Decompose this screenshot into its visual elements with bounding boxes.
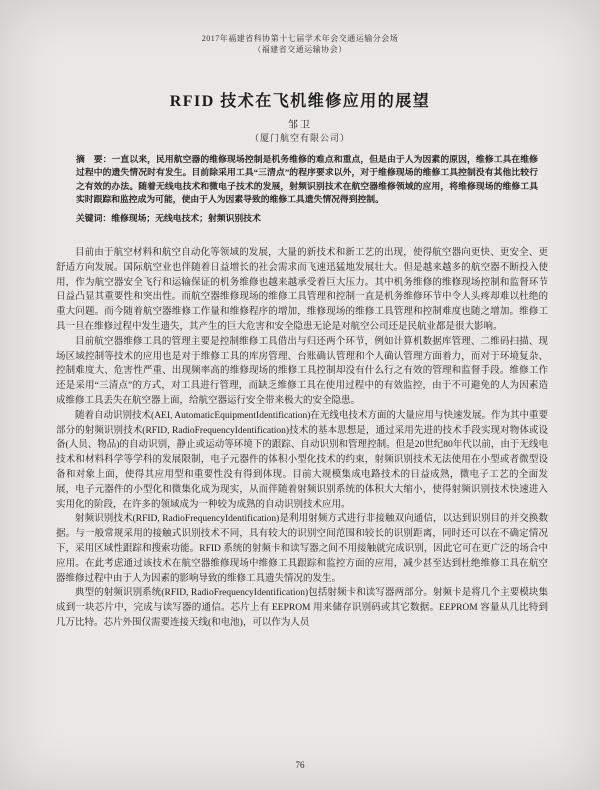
conference-header-line2: （福建省交通运输协会） <box>253 45 347 54</box>
body-paragraph: 目前航空器维修工具的管理主要是控制维修工具借出与归还两个环节，例如计算机数据库管理、二维码扫描、现场区域控制等技术的应用也是对于维修工具的库房管理、台账确认管理和个人确认管理方面着力，而对于环境复杂、控制难度大、危害性严重、出现频率高的维修现场的维修工具控制却没有什么行之有效的管理和监督手段。维修工作还是采用“三清点”的方式，对工具进行管理，而缺乏维修工具在使用过程中的有效监控，由于不可避免的人为因素造成维修工具丢失在航空器上面，给航空器运行安全带来极大的安全隐患。 <box>56 336 548 406</box>
keywords-text: 维修现场；无线电技术；射频识别技术 <box>111 212 261 223</box>
paper-title: RFID 技术在飞机维修应用的展望 <box>169 93 431 110</box>
conference-header-line1: 2017年福建省科协第十七届学术年会交通运输分会场 <box>201 34 399 43</box>
body-paragraph: 随着自动识别技术(AEI, AutomaticEquipmentIdentification)在无线电技术方面的大量应用与快速发展。作为其中重要部分的射频识别技术(RFID, RadioFrequencyIdentification)技术的基本思想是，通过采用先进的技术手段实现对物体或设备(人员、物品)的自动识别，静止或运动等环境下的跟踪、自动识别和管理控制。但是20世纪80年代以前，由于无线电技术和材料科学等学科的发展限制，电子元器件的体积小型化技术的约束，射频识别技术无法使用在小型或者微型设备和对象上面，使得其应用型和重要性没有得到体现。目前大规模集成电路技术的日益成熟，微电子工艺的全面发展，电子元器件的小型化和微集化成为现实，从而伴随着射频识别系统的体积大大缩小，使得射频识别技术快速进入实用化的阶段，在许多的领域成为一种较为成熟的自动识别技术应用。 <box>56 410 548 510</box>
abstract-paragraph <box>76 153 538 207</box>
paper-body <box>56 246 548 631</box>
body-paragraph: 目前由于航空材料和航空自动化等领域的发展，大量的新技术和新工艺的出现，使得航空器向更快、更安全、更舒适方向发展。国际航空业也伴随着日益增长的社会需求而飞速迅猛地发展壮大。但是越来越多的航空器不断投入使用，作为航空器安全飞行和运输保证的机务维修也越来越承受着巨大压力。其中机务维修的维修现场控制和监督环节日益凸显其重要性和突出性。而航空器维修现场的维修工具管理和控制一直是机务维修环节中令人头疼却难以杜绝的重大问题。而今随着航空器维修工作量和维修程序的增加，维修现场的维修工具管理和控制难度也随之增加。维修工具一旦在维修过程中发生遗失，其产生的巨大危害和安全隐患无论是对航空公司还是民航业都是很大影响。 <box>56 248 548 332</box>
body-paragraph: 典型的射频识别系统(RFID, RadioFrequencyIdentification)包括射频卡和读写器两部分。射频卡是将几个主要模块集成到一块芯片中，完成与读写器的通信。芯片上有 EEPROM 用来储存识别码或其它数据。EEPROM 容量从几比特到几万比特。芯片外围仅需要连接天线(和电池)，可以作为人员 <box>56 588 548 628</box>
abstract-section <box>76 153 538 225</box>
author-affiliation: （厦门航空有限公司） <box>249 133 350 143</box>
abstract-label: 摘 要： <box>76 154 112 164</box>
conference-header <box>0 33 600 55</box>
author-name: 邹卫 <box>288 120 312 131</box>
keywords-label: 关键词： <box>76 212 112 223</box>
page-number: 76 <box>295 760 305 770</box>
keywords-line <box>76 212 538 225</box>
body-paragraph: 射频识别技术(RFID, RadioFrequencyIdentification)是利用射频方式进行非接触双向通信，以达到识别目的并交换数据。与一般常规采用的接触式识别技术不同，具有较大的识别空间范围和较长的识别距离，同时还可以在不确定情况下，采用区域性跟踪和搜索功能。RFID 系统的射频卡和读写器之间不用接触就完成识别，因此它可在更广泛的场合中应用。在此考虑通过该技术在航空器维修现场中维修工具跟踪和监控方面的应用，减少甚至达到杜绝维修工具在航空器维修过程中由于人为因素的影响导致的维修工具遗失情况的发生。 <box>56 514 548 584</box>
abstract-text: 一直以来，民用航空器的维修现场控制是机务维修的难点和重点，但是由于人为因素的原因，维修工具在维修过程中的遗失情况时有发生。目前除采用工具“三清点”的程序要求以外，对于维修现场的维修工具控制没有其他比较行之有效的办法。随着无线电技术和微电子技术的发展，射频识别技术在航空器维修领域的应用，将维修现场的维修工具实时跟踪和监控成为可能，使由于人为因素导致的维修工具遗失情况得到控制。 <box>76 154 538 205</box>
